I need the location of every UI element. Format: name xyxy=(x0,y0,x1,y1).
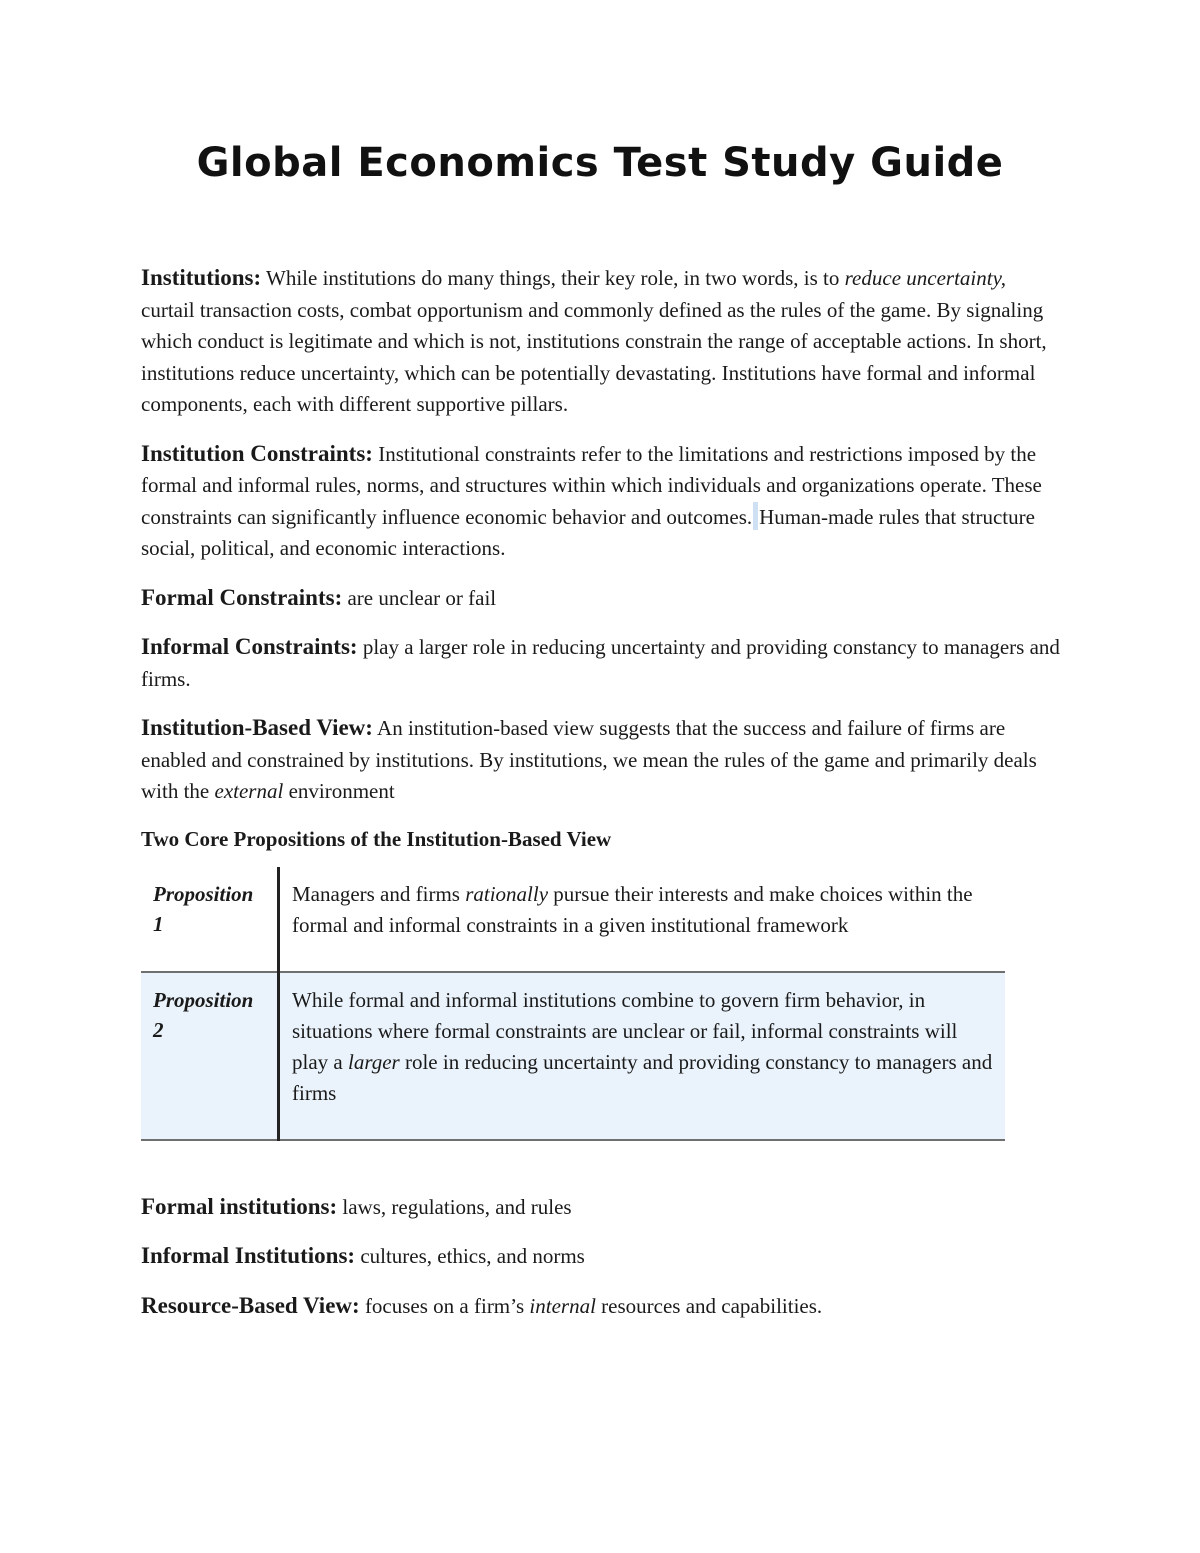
propositions-table xyxy=(141,867,1005,1141)
institutions-term: Institutions: xyxy=(141,265,262,290)
informal-constraints-paragraph xyxy=(141,631,1061,695)
institution-constraints-term: Institution Constraints: xyxy=(141,440,373,466)
institution-based-view-term: Institution-Based View: xyxy=(141,715,373,740)
proposition-2-text xyxy=(279,972,1006,1140)
institution-based-view-text-1: An institution-based view suggests that the success and failure of firms are enabled and constrained by institutions. By institutions, we mean the rules of the game and primarily deals with the xyxy=(141,716,1037,803)
proposition-1-text-2: pursue their interests and make choices within the formal and informal constraints in a given institutional framework xyxy=(292,881,973,937)
informal-constraints-text: play a larger role in reducing uncertainty and providing constancy to managers and firms. xyxy=(141,635,1060,691)
proposition-2-italic: larger xyxy=(347,1049,400,1074)
document-body xyxy=(141,262,1061,1339)
informal-constraints-term: Informal Constraints: xyxy=(141,634,358,659)
formal-institutions-paragraph xyxy=(141,1191,1061,1224)
proposition-1-label: Proposition 1 xyxy=(141,867,279,972)
resource-based-view-text-2: resources and capabilities. xyxy=(595,1293,823,1318)
resource-based-view-italic: internal xyxy=(529,1293,596,1318)
institution-based-view-text-2: environment xyxy=(283,779,395,803)
proposition-1-italic: rationally xyxy=(465,881,549,906)
formal-constraints-term: Formal Constraints: xyxy=(141,584,343,610)
institution-constraints-text-1: Institutional constraints refer to the limitations and restrictions imposed by the formal and informal rules, norms, and structures within which individuals and organizations operate. These constraints can significantly influence economic behavior and outcomes. xyxy=(141,441,1042,529)
formal-institutions-term: Formal institutions: xyxy=(141,1193,338,1219)
table-row xyxy=(141,867,1005,972)
institution-based-view-italic: external xyxy=(214,779,284,803)
institutions-italic: reduce uncertainty, xyxy=(844,266,1006,290)
proposition-2-text-1: While formal and informal institutions combine to govern firm behavior, in situations where formal constraints are unclear or fail, informal constraints will play a xyxy=(292,987,958,1074)
resource-based-view-term: Resource-Based View: xyxy=(141,1292,360,1318)
institutions-text-2: curtail transaction costs, combat opportunism and commonly defined as the rules of the game. By signaling which conduct is legitimate and which is not, institutions constrain the range of acceptable actions. In short, institutions reduce uncertainty, which can be potentially devastating. Institutions have formal and informal components, each with different supportive pillars. xyxy=(141,297,1047,416)
institutions-paragraph xyxy=(141,262,1061,421)
proposition-2-text-2: role in reducing uncertainty and providing constancy to managers and firms xyxy=(292,1049,993,1105)
formal-constraints-text: are unclear or fail xyxy=(342,585,497,610)
table-row xyxy=(141,972,1005,1140)
institution-constraints-text-2: Human-made rules that structure social, political, and economic interactions. xyxy=(141,504,1035,560)
resource-based-view-paragraph xyxy=(141,1290,1061,1323)
formal-institutions-text: laws, regulations, and rules xyxy=(337,1194,572,1219)
proposition-1-text xyxy=(279,867,1006,972)
page-title: Global Economics Test Study Guide xyxy=(196,140,1004,186)
institutions-text-1: While institutions do many things, their key role, in two words, is to xyxy=(261,266,845,290)
resource-based-view-text-1: focuses on a firm’s xyxy=(359,1293,530,1318)
informal-institutions-term: Informal Institutions: xyxy=(141,1243,356,1268)
informal-institutions-text: cultures, ethics, and norms xyxy=(355,1244,585,1268)
formal-constraints-paragraph xyxy=(141,582,1061,615)
proposition-2-label: Proposition 2 xyxy=(141,972,279,1140)
propositions-heading: Two Core Propositions of the Institution-Based View xyxy=(141,826,612,851)
institution-constraints-paragraph xyxy=(141,438,1061,565)
text-cursor-highlight xyxy=(753,502,758,530)
institution-based-view-paragraph xyxy=(141,712,1061,808)
proposition-1-text-1: Managers and firms xyxy=(292,881,466,906)
informal-institutions-paragraph xyxy=(141,1240,1061,1273)
